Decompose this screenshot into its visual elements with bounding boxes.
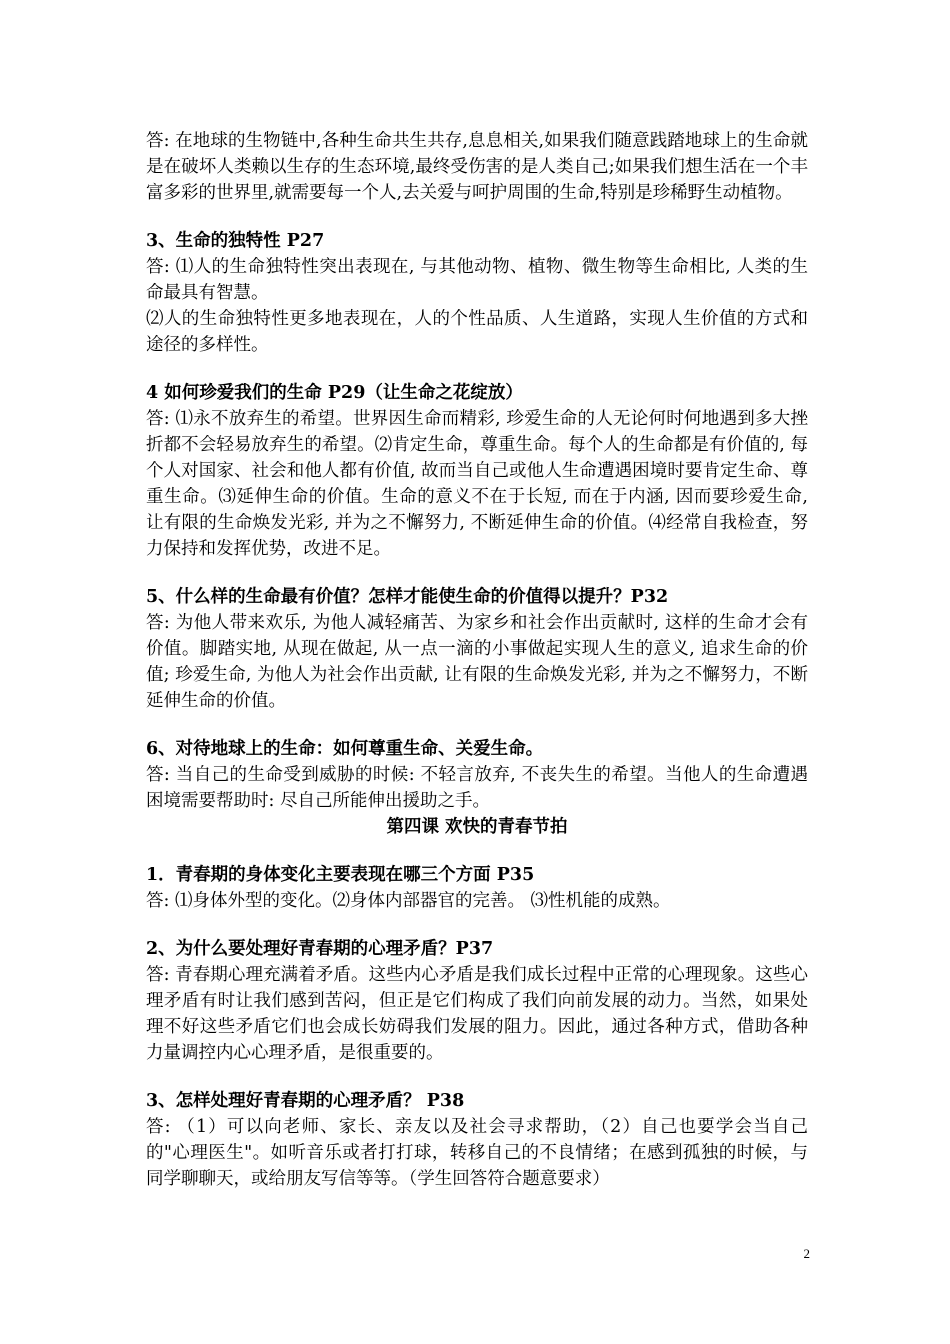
page-number: 2 [803, 1246, 810, 1261]
spacer [146, 206, 808, 228]
document-body [146, 128, 808, 1192]
section-heading: 2、为什么要处理好青春期的心理矛盾？P37 [146, 939, 494, 959]
section-heading: 3、怎样处理好青春期的心理矛盾？ P38 [146, 1091, 465, 1111]
section-answer: 答: （1）可以向老师、家长、亲友以及社会寻求帮助，（2）自己也要学会当自己的"心理医生"。如听音乐或者打打球，转移自己的不良情绪；在感到孤独的时候，与同学聊聊天，或给朋友写信等等。（学生回答符合题意要求） [146, 1117, 808, 1189]
lesson-title: 第四课 欢快的青春节拍 [386, 817, 568, 837]
intro-answer: 答: 在地球的生物链中,各种生命共生共存,息息相关,如果我们随意践踏地球上的生命就是在破坏人类赖以生存的生态环境,最终受伤害的是人类自己;如果我们想生活在一个丰富多彩的世界里,就需要每一个人,去关爱与呵护周围的生命,特别是珍稀野生动植物。 [146, 131, 808, 203]
section-answer: ⑵人的生命独特性更多地表现在，人的个性品质、人生道路，实现人生价值的方式和途径的多样性。 [146, 309, 808, 355]
spacer [146, 562, 808, 584]
section-answer: 答: 当自己的生命受到威胁的时候: 不轻言放弃, 不丧失生的希望。当他人的生命遭遇困境需要帮助时: 尽自己所能伸出援助之手。 [146, 765, 808, 811]
spacer [146, 1066, 808, 1088]
section-heading: 3、生命的独特性 P27 [146, 231, 325, 251]
section-answer: 答: 为他人带来欢乐, 为他人减轻痛苦、为家乡和社会作出贡献时, 这样的生命才会有价值。脚踏实地, 从现在做起, 从一点一滴的小事做起实现人生的意义, 追求生命的价值; 珍爱生命, 为他人为社会作出贡献, 让有限的生命焕发光彩, 并为之不懈努力，不断延伸生命的价值。 [146, 613, 808, 711]
section-answer: 答: 青春期心理充满着矛盾。这些内心矛盾是我们成长过程中正常的心理现象。这些心理矛盾有时让我们感到苦闷，但正是它们构成了我们向前发展的动力。当然，如果处理不好这些矛盾它们也会成长妨碍我们发展的阻力。因此，通过各种方式，借助各种力量调控内心心理矛盾，是很重要的。 [146, 965, 808, 1063]
section-answer: 答: ⑴永不放弃生的希望。世界因生命而精彩, 珍爱生命的人无论何时何地遇到多大挫折都不会轻易放弃生的希望。⑵肯定生命，尊重生命。每个人的生命都是有价值的, 每个人对国家、社会和他人都有价值, 故而当自己或他人生命遭遇困境时要肯定生命、尊重生命。⑶延伸生命的价值。生命的意义不在于长短, 而在于内涵, 因而要珍爱生命, 让有限的生命焕发光彩, 并为之不懈努力, 不断延伸生命的价值。⑷经常自我检查，努力保持和发挥优势，改进不足。 [146, 409, 808, 559]
section-answer: 答: ⑴人的生命独特性突出表现在, 与其他动物、植物、微生物等生命相比, 人类的生命最具有智慧。 [146, 257, 808, 303]
spacer [146, 358, 808, 380]
section-heading: 6、对待地球上的生命：如何尊重生命、关爱生命。 [146, 739, 544, 759]
section-heading: 5、什么样的生命最有价值？怎样才能使生命的价值得以提升？P32 [146, 587, 669, 607]
spacer [146, 914, 808, 936]
spacer [146, 840, 808, 862]
spacer [146, 714, 808, 736]
section-heading: 1．青春期的身体变化主要表现在哪三个方面 P35 [146, 865, 535, 885]
section-answer: 答: ⑴身体外型的变化。⑵身体内部器官的完善。 ⑶性机能的成熟。 [146, 891, 671, 911]
section-heading: 4 如何珍爱我们的生命 P29（让生命之花绽放） [146, 383, 523, 403]
